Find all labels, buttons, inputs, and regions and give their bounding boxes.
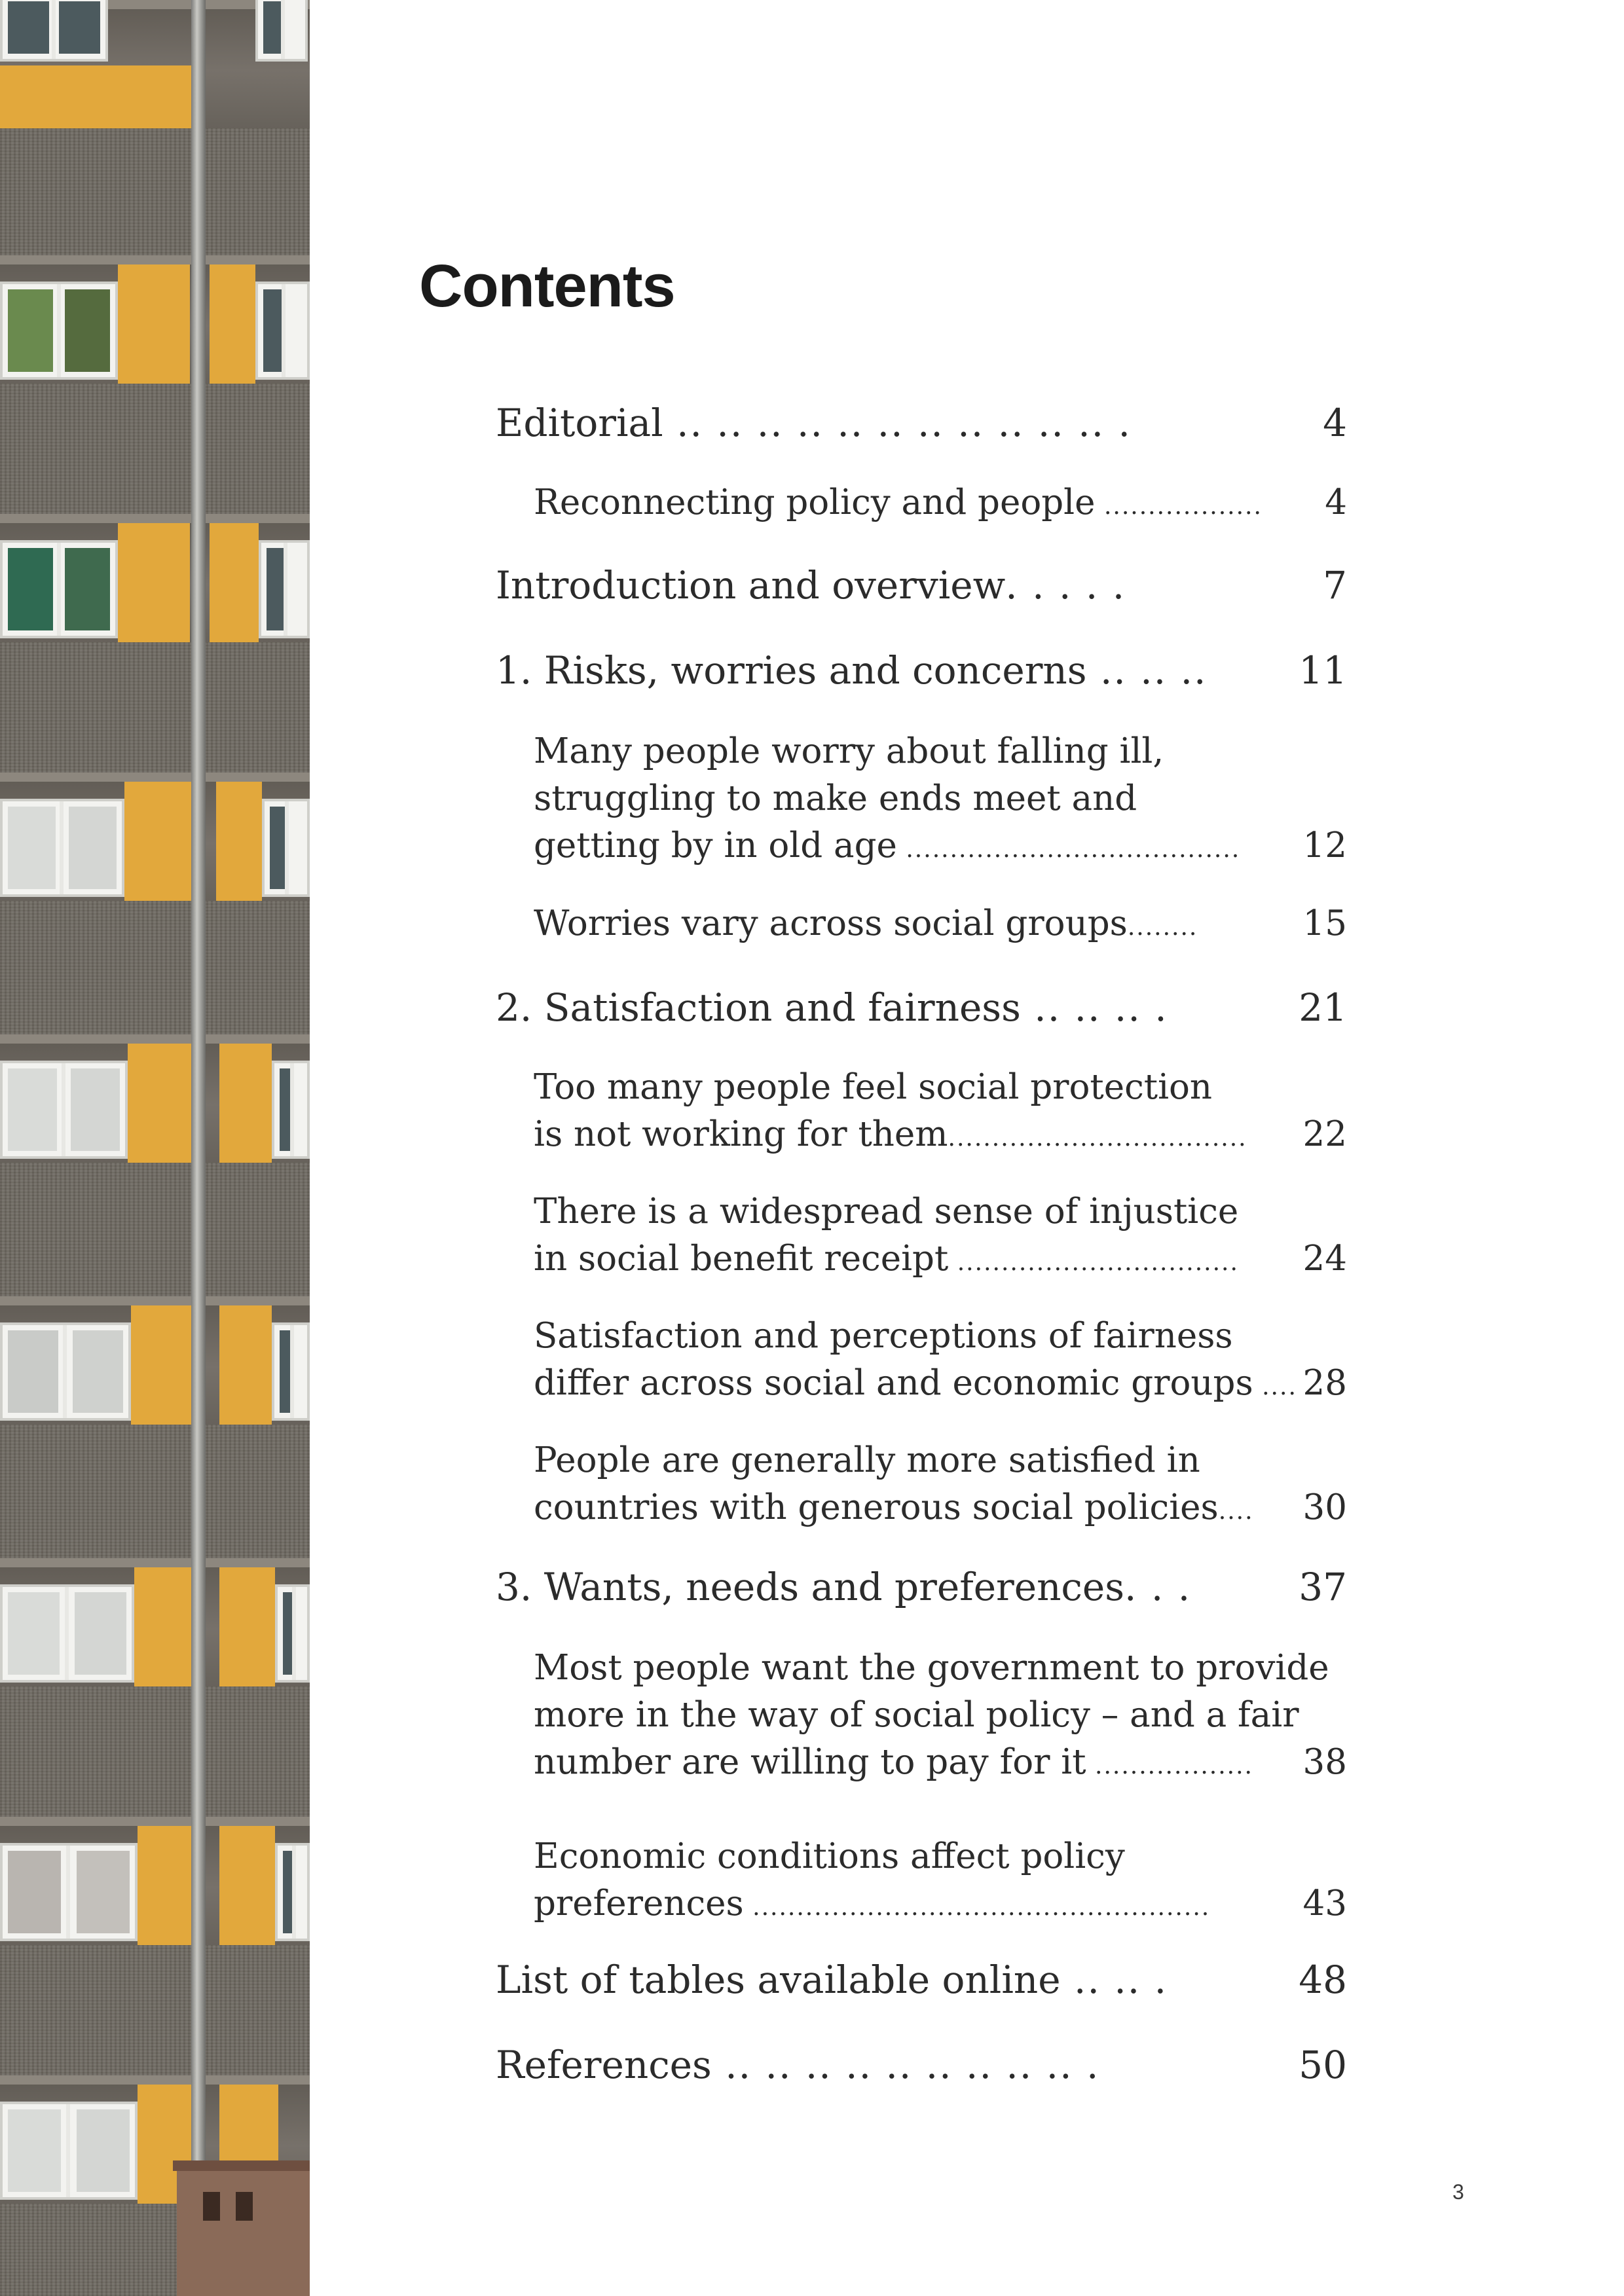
toc-subsection[interactable] xyxy=(496,1437,1347,1531)
toc-leader-dots: .................................. xyxy=(948,1125,1247,1152)
toc-subsection-line: in social benefit receipt ................................ xyxy=(534,1239,1239,1279)
toc-page-number: 24 xyxy=(1302,1239,1347,1279)
toc-section-title: References xyxy=(496,2043,712,2087)
toc-subsection-line: getting by in old age ...................................... xyxy=(534,826,1241,866)
toc-subsection[interactable] xyxy=(496,479,1347,526)
toc-subsection-line: number are willing to pay for it .................. xyxy=(534,1742,1253,1782)
toc-section[interactable] xyxy=(496,401,1347,448)
toc-leader-dots: .................. xyxy=(1086,1753,1253,1779)
toc-section-title: 1. Risks, worries and concerns xyxy=(496,648,1087,693)
facade-band xyxy=(0,1034,310,1163)
building-photo xyxy=(0,0,310,2296)
toc-leader-dots: .. .. .. .. .. .. .. .. .. .. .. . xyxy=(663,401,1132,445)
page-number: 3 xyxy=(1452,2180,1464,2204)
chimney-structure xyxy=(177,2160,310,2296)
toc-subsection-line: Economic conditions affect policy xyxy=(534,1836,1125,1876)
toc-leader-dots: .................................................... xyxy=(743,1894,1211,1921)
facade-band xyxy=(0,514,310,642)
toc-subsection-line: There is a widespread sense of injustice xyxy=(534,1192,1239,1231)
toc-subsection[interactable] xyxy=(496,1833,1347,1927)
toc-subsection[interactable] xyxy=(496,728,1347,869)
toc-page-number: 21 xyxy=(1299,985,1347,1030)
toc-section[interactable] xyxy=(496,1565,1347,1612)
facade-band xyxy=(0,773,310,901)
toc-page-number: 4 xyxy=(1325,483,1347,522)
toc-subsection-line: Satisfaction and perceptions of fairness xyxy=(534,1316,1233,1356)
toc-leader-dots: . . . . . xyxy=(1005,563,1126,608)
facade-band xyxy=(0,1817,310,1945)
toc-page-number: 30 xyxy=(1302,1487,1347,1527)
toc-subsection[interactable] xyxy=(496,1313,1347,1407)
toc-section[interactable] xyxy=(496,648,1347,695)
toc-section[interactable] xyxy=(496,563,1347,610)
toc-leader-dots: ...................................... xyxy=(896,836,1241,863)
toc-page-number: 28 xyxy=(1302,1363,1347,1403)
toc-subsection[interactable] xyxy=(496,900,1347,947)
toc-section-title: List of tables available online xyxy=(496,1958,1061,2002)
toc-leader-dots: .. .. . xyxy=(1060,1958,1168,2002)
toc-page-number: 48 xyxy=(1299,1958,1347,2002)
toc-subsection[interactable] xyxy=(496,1064,1347,1158)
toc-section-title: 3. Wants, needs and preferences xyxy=(496,1565,1125,1609)
toc-subsection[interactable] xyxy=(496,1188,1347,1283)
toc-section-title: Editorial xyxy=(496,401,663,445)
toc-subsection[interactable] xyxy=(496,1645,1347,1786)
toc-subsection-line: struggling to make ends meet and xyxy=(534,778,1137,818)
toc-leader-dots: .. .. .. . xyxy=(1020,985,1168,1030)
toc-subsection-line: countries with generous social policies.... xyxy=(534,1487,1254,1527)
toc-section[interactable] xyxy=(496,1958,1347,2005)
toc-leader-dots: .................. xyxy=(1095,493,1263,520)
toc-subsection-line: Most people want the government to provide xyxy=(534,1648,1329,1688)
facade-band xyxy=(0,255,310,384)
toc-page-number: 50 xyxy=(1299,2043,1347,2087)
toc-subsection-line: Many people worry about falling ill, xyxy=(534,731,1164,771)
toc-leader-dots: .. .. .. xyxy=(1086,648,1208,693)
toc-page-number: 43 xyxy=(1302,1884,1347,1923)
toc-subsection-line: Too many people feel social protection xyxy=(534,1067,1213,1107)
toc-section[interactable] xyxy=(496,2043,1347,2090)
drainpipe xyxy=(191,0,206,2296)
toc-leader-dots: .... xyxy=(1218,1498,1254,1525)
toc-leader-dots: ................................ xyxy=(948,1249,1239,1276)
toc-page-number: 22 xyxy=(1302,1114,1347,1154)
toc-subsection-line: differ across social and economic groups .... xyxy=(534,1363,1297,1403)
toc-subsection-line: more in the way of social policy – and a fair xyxy=(534,1695,1299,1735)
toc-leader-dots: .. .. .. .. .. .. .. .. .. . xyxy=(711,2043,1100,2087)
toc-subsection-line: Worries vary across social groups........ xyxy=(534,903,1198,943)
toc-leader-dots: ........ xyxy=(1127,914,1198,941)
toc-page-number: 12 xyxy=(1302,826,1347,866)
toc-page-number: 37 xyxy=(1299,1565,1347,1609)
toc-section[interactable] xyxy=(496,985,1347,1032)
page-title: Contents xyxy=(419,253,675,319)
toc-subsection-line: preferences .................................................... xyxy=(534,1884,1211,1923)
toc-page-number: 4 xyxy=(1323,401,1347,445)
toc-page-number: 15 xyxy=(1302,903,1347,943)
toc-page-number: 11 xyxy=(1299,648,1347,693)
toc-subsection-line: is not working for them.................................. xyxy=(534,1114,1247,1154)
toc-section-title: Introduction and overview xyxy=(496,563,1006,608)
facade-band xyxy=(0,1558,310,1686)
toc-section-title: 2. Satisfaction and fairness xyxy=(496,985,1021,1030)
facade-band xyxy=(0,1296,310,1425)
toc-page-number: 7 xyxy=(1323,563,1347,608)
facade-band xyxy=(0,0,310,128)
toc-leader-dots: . . . xyxy=(1124,1565,1192,1609)
toc-subsection-line: Reconnecting policy and people .................. xyxy=(534,483,1263,522)
toc-subsection-line: People are generally more satisfied in xyxy=(534,1440,1200,1480)
toc-page-number: 38 xyxy=(1302,1742,1347,1782)
toc-leader-dots: .... xyxy=(1253,1374,1297,1400)
